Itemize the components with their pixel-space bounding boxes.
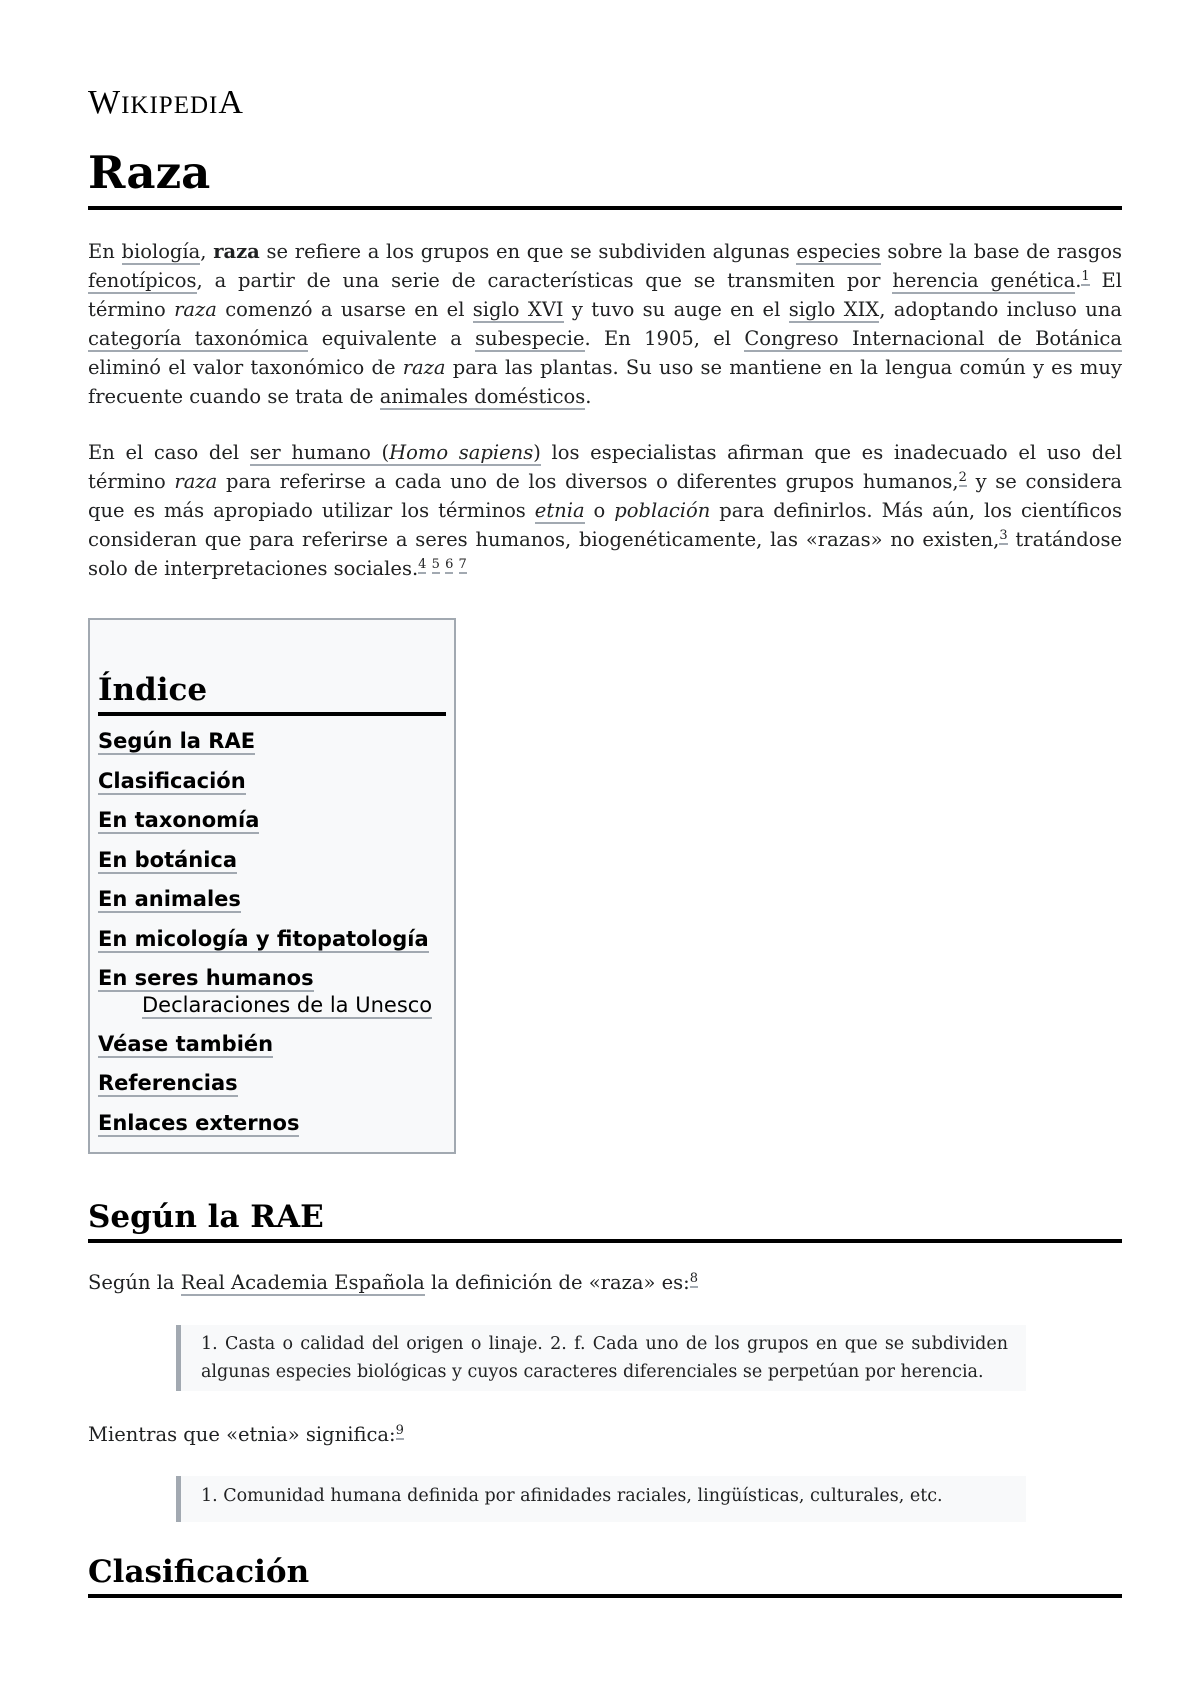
section-heading-clasificacion: Clasificación: [88, 1550, 1122, 1598]
wikipedia-logo[interactable]: WIKIPEDIA: [88, 84, 244, 121]
intro-paragraph-1: En biología, raza se refiere a los grupos en que se subdividen algunas especies sobre la base de rasgos fenotípicos, a partir de una serie de características que se transmiten por herencia genética.$^1$ El término raza comenzó a usarse en el siglo XVI y tuvo su auge en el siglo XIX, adoptando incluso una categoría taxonómica equivalente a subespecie. En 1905, el Congreso Internacional de Botánica eliminó el valor taxonómico de raza para las plantas. Su uso se mantiene en la lengua común y es muy frecuente cuando se trata de animales domésticos.: [88, 240, 1122, 408]
link-subespecie[interactable]: subespecie: [475, 327, 585, 350]
toc-title: Índice: [98, 668, 446, 716]
link-ser-humano[interactable]: ser humano (Homo sapiens): [249, 441, 541, 464]
toc-item-vease-tambien[interactable]: Véase también: [98, 1031, 274, 1056]
ref-3[interactable]: 3: [999, 527, 1008, 543]
ref-8[interactable]: 8: [689, 1270, 699, 1286]
blockquote-raza-definition: 1. Casta o calidad del origen o linaje. 2. f. Cada uno de los grupos en que se subdividen algunas especies biológicas y cuyos caracteres diferenciales se perpetúan por herencia.: [176, 1325, 1026, 1391]
toc-item-en-seres-humanos[interactable]: En seres humanos: [98, 966, 314, 990]
link-fenotipicos[interactable]: fenotípicos: [88, 269, 197, 292]
table-of-contents: [88, 618, 456, 1154]
toc-item-referencias[interactable]: Referencias: [98, 1071, 238, 1095]
toc-item-en-botanica[interactable]: En botánica: [98, 847, 238, 872]
ref-5[interactable]: 5: [431, 556, 440, 572]
toc-item-segun-la-rae[interactable]: Según la RAE: [98, 729, 256, 753]
intro-paragraph-2: En el caso del ser humano (Homo sapiens) los especialistas afirman que es inadecuado el uso del término raza para referirse a cada uno de los diversos o diferentes grupos humanos,$^2$ y se considera que es más apropiado utilizar los términos etnia o población para definirlos. Más aún, los científicos consideran que para referirse a seres humanos, biogenéticamente, las «razas» no existen,$^3$ tratándose solo de interpretaciones sociales.$^{4 5 6 7}$: [88, 441, 1123, 580]
link-biologia[interactable]: biología: [121, 240, 201, 263]
ref-7[interactable]: 7: [458, 556, 467, 572]
section-heading-segun-la-rae: Según la RAE: [88, 1195, 1122, 1243]
blockquote-etnia-definition: 1. Comunidad humana definida por afinidades raciales, lingüísticas, culturales, etc.: [176, 1476, 1026, 1522]
toc-list: [98, 722, 446, 1143]
toc-item-en-taxonomia[interactable]: En taxonomía: [98, 808, 260, 832]
ref-9[interactable]: 9: [395, 1422, 404, 1438]
toc-subitem-declaraciones-unesco[interactable]: Declaraciones de la Unesco: [142, 992, 433, 1017]
link-siglo-xvi[interactable]: siglo XVI: [472, 298, 564, 321]
link-siglo-xix[interactable]: siglo XIX: [788, 298, 880, 321]
toc-item-en-animales[interactable]: En animales: [98, 887, 241, 911]
link-categoria-taxonomica[interactable]: categoría taxonómica: [88, 327, 309, 350]
ref-6[interactable]: 6: [445, 556, 454, 572]
link-herencia-genetica[interactable]: herencia genética: [892, 269, 1076, 292]
ref-4[interactable]: 4: [418, 556, 427, 572]
link-animales-domesticos[interactable]: animales domésticos: [379, 385, 586, 408]
link-congreso-botanica[interactable]: Congreso Internacional de Botánica: [744, 327, 1122, 350]
toc-item-clasificacion[interactable]: Clasificación: [98, 768, 246, 793]
ref-2[interactable]: 2: [958, 469, 967, 485]
ref-1[interactable]: 1: [1081, 268, 1090, 284]
link-real-academia[interactable]: Real Academia Española: [180, 1271, 425, 1294]
rae-paragraph: Según la Real Academia Española la definición de «raza» es:$^8$: [88, 1270, 699, 1294]
etnia-paragraph: Mientras que «etnia» significa:$^9$: [88, 1422, 404, 1446]
toc-item-en-micologia[interactable]: En micología y fitopatología: [98, 926, 429, 951]
page-title: Raza: [88, 142, 1122, 210]
link-etnia[interactable]: etnia: [534, 499, 585, 522]
link-especies[interactable]: especies: [796, 240, 881, 263]
toc-item-enlaces-externos[interactable]: Enlaces externos: [98, 1110, 300, 1135]
